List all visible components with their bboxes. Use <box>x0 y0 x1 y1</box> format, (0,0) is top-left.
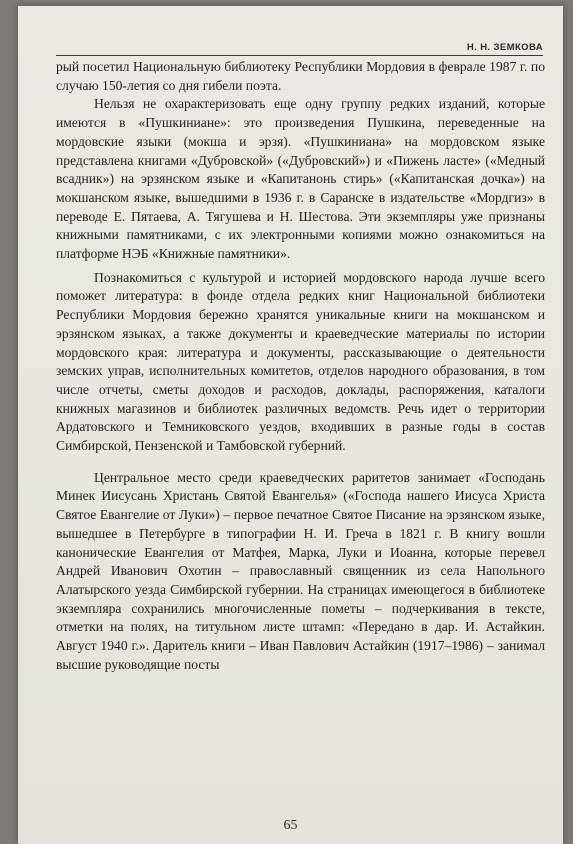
page-number: 65 <box>283 818 298 833</box>
paragraph-pushkiniana: Нельзя не охарактеризовать еще одну группу редких изданий, которые имеются в «Пушкиниане»: это произведения Пушкина, переведенные на мордовские языки (мокша и эрзя). «Пушкиниана» на мордовском языке представлена книгами «Дубровской» («Дубровский») и «Пижень ласте» («Медный всадник») на эрзянском языке и «Капитанонь стирь» («Капитанская дочка») на мокшанском языке, вышедшими в 1936 г. в Саранске в издательстве «Мордгиз» в переводе Е. Пятаева, А. Тягушева и Н. Шестова. Эти экземпляры уже признаны книжными памятниками, с их электронными копиями можно ознакомиться на платформе НЭБ «Книжные памятники». <box>56 96 545 262</box>
paragraph-culture-history: Познакомиться с культурой и историей мордовского народа лучше всего поможет литература: в фонде отдела редких книг Национальной библиотеки Республики Мордовия бережно хранятся уникальные книги на мокшанском и эрзянском языках, а также документы и краеведческие материалы по истории мордовского края: литература и документы, рассказывающие о деятельности земских управ, исполнительных комитетов, отделов народного образования, в том числе отчеты, сметы доходов и расходов, доклады, распоряжения, каталоги книжных магазинов и библиотек различных ведомств. Речь идет о территории Ардатовского и Темниковского уездов, входивших в разные годы в состав Симбирской, Пензенской и Тамбовской губерний. <box>56 269 545 454</box>
book-page <box>18 6 563 844</box>
paragraph-continuation: рый посетил Национальную библиотеку Республики Мордовия в феврале 1987 г. по случаю 150-летия со дня гибели поэта. <box>56 59 545 93</box>
running-head-author: Н. Н. ЗЕМКОВА <box>466 42 543 53</box>
paragraph-gospel: Центральное место среди краеведческих раритетов занимает «Господань Минек Иисусань Христань Святой Евангелья» («Господа нашего Иисуса Христа Святое Евангелие от Луки») – первое печатное Святое Писание на эрзянском языке, вышедшее в Петербурге в типографии Н. И. Греча в 1821 г. В книгу вошли канонические Евангелия от Матфея, Марка, Луки и Иоанна, которые перевел Андрей Иванович Охотин – православный священник из села Напольного Алатырского уезда Симбирской губернии. На страницах имеющегося в библиотеке экземпляра сохранились многочисленные пометы – подчеркивания в тексте, отметки на полях, на титульном листе штамп: «Передано в дар. И. Астайкин. Август 1940 г.». Даритель книги – Иван Павлович Астайкин (1917–1986) – занимал высшие руководящие посты <box>56 469 545 672</box>
body-text <box>56 58 545 675</box>
header-rule <box>56 55 543 56</box>
running-header <box>56 42 543 56</box>
